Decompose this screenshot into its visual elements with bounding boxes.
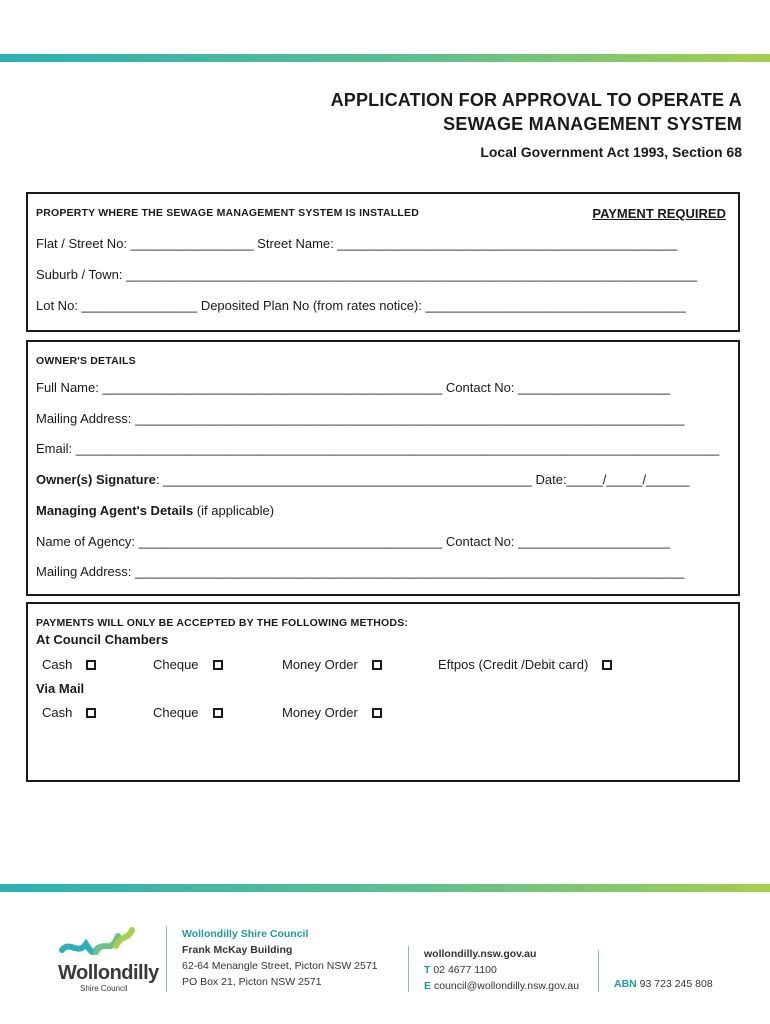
mail-money-order-option[interactable]: [282, 705, 382, 720]
phone-label: T: [424, 964, 431, 976]
checkbox[interactable]: [372, 660, 382, 670]
footer-address-block: [182, 926, 378, 990]
bottom-color-band: [0, 884, 770, 892]
logo-wordmark: Wollondilly: [58, 962, 159, 984]
owner-section: [26, 340, 740, 596]
option-label: Cheque: [153, 657, 199, 672]
email-line: [424, 978, 579, 994]
building-name: Frank McKay Building: [182, 944, 293, 956]
full-name-field-row[interactable]: Full Name: _______________________________________________ Contact No: _____________________: [36, 380, 670, 395]
option-label: Money Order: [282, 705, 358, 720]
street-address: 62-64 Menangle Street, Picton NSW 2571: [182, 960, 378, 972]
abn-line: [614, 976, 713, 992]
checkbox[interactable]: [86, 708, 96, 718]
mailing-address-field-row[interactable]: Mailing Address: ____________________________________________________________________________: [36, 411, 685, 426]
phone-number: 02 4677 1100: [433, 964, 497, 976]
option-label: Cheque: [153, 705, 199, 720]
footer: [0, 910, 770, 1010]
email-link[interactable]: council@wollondilly.nsw.gov.au: [433, 980, 580, 992]
email-field-row[interactable]: Email: _________________________________________________________________________________________: [36, 441, 720, 456]
signature-line[interactable]: : ___________________________________________________ Date:_____/_____/______: [155, 472, 690, 487]
footer-contact-block: [424, 946, 579, 994]
checkbox[interactable]: [602, 660, 612, 670]
council-money-order-option[interactable]: [282, 657, 382, 672]
via-mail-label: Via Mail: [36, 681, 85, 696]
council-cash-option[interactable]: [42, 657, 96, 672]
council-chambers-label: At Council Chambers: [36, 632, 169, 647]
agent-note: (if applicable): [193, 503, 275, 518]
phone-line: [424, 962, 579, 978]
option-label: Cash: [42, 705, 73, 720]
document-title: [331, 88, 742, 160]
option-label: Cash: [42, 657, 73, 672]
suburb-field-row[interactable]: Suburb / Town: _______________________________________________________________________________: [36, 267, 698, 282]
title-subtitle: Local Government Act 1993, Section 68: [480, 144, 742, 160]
option-label: Money Order: [282, 657, 358, 672]
lot-field-row[interactable]: Lot No: ________________ Deposited Plan No (from rates notice): ____________________________________: [36, 298, 686, 313]
email-label: E: [424, 980, 432, 992]
agent-heading: Managing Agent's Details: [36, 503, 194, 518]
top-color-band: [0, 54, 770, 62]
footer-divider: [598, 950, 599, 992]
checkbox[interactable]: [213, 708, 223, 718]
checkbox[interactable]: [372, 708, 382, 718]
payments-section: [26, 602, 740, 782]
council-cheque-option[interactable]: [153, 657, 223, 672]
signature-field-row[interactable]: [36, 472, 689, 487]
logo-subtitle: Shire Council: [80, 984, 128, 993]
mail-cheque-option[interactable]: [153, 705, 223, 720]
title-line-1: APPLICATION FOR APPROVAL TO OPERATE A: [330, 90, 742, 110]
title-line-2: SEWAGE MANAGEMENT SYSTEM: [443, 114, 742, 134]
agency-field-row[interactable]: Name of Agency: __________________________________________ Contact No: _____________________: [36, 534, 670, 549]
payment-required-label: PAYMENT REQUIRED: [592, 206, 726, 221]
payments-heading: PAYMENTS WILL ONLY BE ACCEPTED BY THE FOLLOWING METHODS:: [36, 617, 409, 629]
council-eftpos-option[interactable]: [438, 657, 612, 672]
abn-label: ABN: [614, 978, 637, 990]
checkbox[interactable]: [213, 660, 223, 670]
council-logo-icon: [52, 926, 162, 966]
agent-mailing-field-row[interactable]: Mailing Address: ____________________________________________________________________________: [36, 564, 685, 579]
postal-address: PO Box 21, Picton NSW 2571: [182, 976, 322, 988]
owner-heading: OWNER'S DETAILS: [36, 355, 136, 367]
footer-divider: [166, 926, 167, 992]
checkbox[interactable]: [86, 660, 96, 670]
option-label: Eftpos (Credit /Debit card): [438, 657, 589, 672]
footer-divider: [408, 946, 409, 992]
agent-heading-row: [36, 503, 274, 518]
property-heading: PROPERTY WHERE THE SEWAGE MANAGEMENT SYSTEM IS INSTALLED: [36, 207, 420, 219]
council-name: Wollondilly Shire Council: [182, 928, 309, 940]
street-field-row[interactable]: Flat / Street No: _________________ Street Name: _______________________________________________: [36, 236, 678, 251]
website-link[interactable]: wollondilly.nsw.gov.au: [424, 948, 537, 960]
abn-number: 93 723 245 808: [639, 978, 713, 990]
signature-label: Owner(s) Signature: [36, 472, 156, 487]
mail-cash-option[interactable]: [42, 705, 96, 720]
property-section: [26, 192, 740, 332]
